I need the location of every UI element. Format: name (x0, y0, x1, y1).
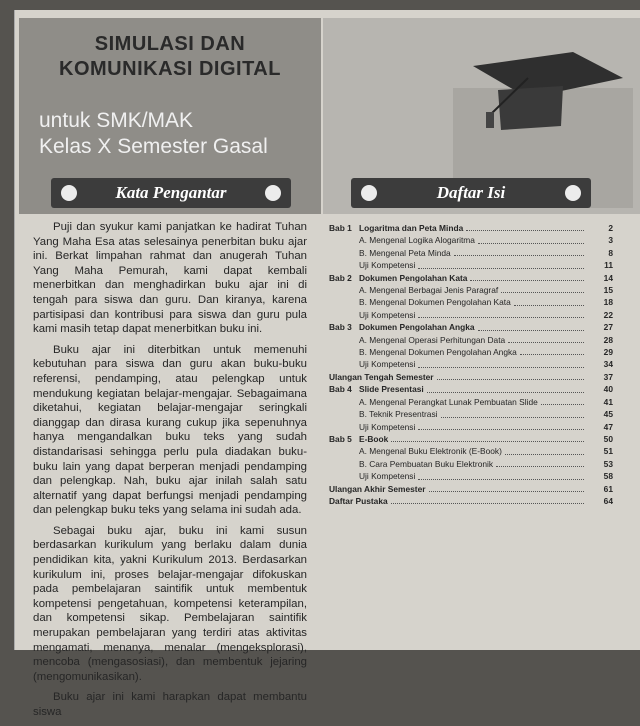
toc-entry-label (329, 445, 502, 457)
paragraph-text: Buku ajar ini diterbitkan untuk memenuhi kebutuhan para siswa dan guru akan buku-buku referensi, pendamping, atau pelengkap untuk mendukung kegiatan belajar-mengajar. Sebagaimana diketahui, kegiatan belajar-mengajar seringkali dianggap dan dirasa kurang cukup jika sepenuhnya hanya mengandalkan buku teks yang sudah distandarisasi sehingga perlu pula diadakan buku-buku lain yang dapat berperan menjadi pendamping dan pelengkap. Nah, buku ajar inilah salah satu alternatif yang dapat berfungsi menjadi pendamping dan pelengkap buku teks yang selama ini sudah ada. (33, 343, 307, 517)
kata-pengantar-banner (51, 178, 291, 208)
toc-page-number: 51 (603, 446, 613, 457)
toc-entry-text: Slide Presentasi (359, 384, 424, 395)
toc-leader-dots (429, 491, 584, 492)
toc-entry-text: Uji Kompetensi (359, 471, 416, 482)
toc-page-number: 58 (603, 471, 613, 482)
toc-entry-label (329, 458, 493, 470)
toc-entry (329, 358, 613, 370)
toc-entry-text: A. Mengenal Operasi Perhitungan Data (359, 334, 506, 345)
book-subtitle-line2: Kelas X Semester Gasal (39, 135, 268, 158)
toc-page-number: 8 (608, 247, 613, 258)
toc-leader-dots (541, 404, 584, 405)
toc-entry-text: B. Mengenal Dokumen Pengolahan Kata (359, 297, 511, 308)
banner-knob-left-icon (61, 185, 77, 201)
kata-pengantar-body (33, 220, 307, 726)
toc-leader-dots (501, 292, 584, 293)
toc-leader-dots (418, 429, 584, 430)
toc-entry (329, 222, 613, 234)
daftar-isi-heading: Daftar Isi (436, 183, 506, 202)
toc-page-number: 45 (603, 409, 613, 420)
toc-entry-text: Daftar Pustaka (329, 495, 388, 506)
toc-page-number: 3 (608, 235, 613, 246)
toc-page-number: 11 (604, 260, 613, 271)
toc-entry-text: Ulangan Tengah Semester (329, 371, 434, 382)
paragraph (33, 343, 307, 518)
toc-entry (329, 383, 613, 395)
toc-entry-label (329, 234, 475, 246)
toc-page-number: 22 (603, 309, 613, 320)
toc-entry-text: A. Mengenal Buku Elektronik (E-Book) (359, 446, 502, 457)
kata-pengantar-heading: Kata Pengantar (115, 183, 227, 202)
toc-entry-label (329, 346, 517, 358)
toc-entry-label (329, 284, 498, 296)
toc-leader-dots (496, 466, 584, 467)
toc-entry (329, 284, 613, 296)
toc-entry-text: Dokumen Pengolahan Angka (359, 322, 475, 333)
toc-entry-label (329, 259, 415, 271)
toc-entry-text: B. Cara Pembuatan Buku Elektronik (359, 458, 494, 469)
toc-page-number: 2 (608, 223, 613, 233)
toc-leader-dots (391, 503, 584, 504)
toc-entry-label (329, 433, 388, 445)
paragraph (33, 690, 307, 719)
book-title (19, 32, 321, 82)
toc-leader-dots (418, 317, 584, 318)
toc-entry-label (329, 408, 438, 420)
toc-page-number: 53 (603, 458, 613, 469)
toc-entry-label (329, 296, 511, 308)
toc-entry (329, 470, 613, 482)
book-page (14, 10, 640, 718)
toc-entry-text: Uji Kompetensi (359, 359, 416, 370)
toc-leader-dots (454, 255, 584, 256)
toc-entry (329, 259, 613, 271)
toc-page-number: 15 (603, 285, 613, 296)
banner-knob-right-icon (565, 185, 581, 201)
toc-page-number: 34 (603, 359, 613, 370)
toc-entry-text: Uji Kompetensi (359, 309, 416, 320)
toc-leader-dots (514, 305, 584, 306)
toc-leader-dots (391, 441, 584, 442)
toc-entry-label (329, 483, 426, 495)
toc-leader-dots (508, 342, 584, 343)
toc-entry (329, 321, 613, 333)
toc-entry (329, 272, 613, 284)
toc-page-number: 41 (603, 396, 613, 407)
toc-entry-label (329, 470, 415, 482)
paragraph (33, 220, 307, 337)
paragraph (33, 524, 307, 685)
toc-entry (329, 247, 613, 259)
toc-entry (329, 421, 613, 433)
toc-entry-label (329, 396, 538, 408)
toc-entry-text: B. Mengenal Dokumen Pengolahan Angka (359, 347, 517, 358)
toc-page-number: 47 (603, 421, 613, 432)
toc-entry-text: Uji Kompetensi (359, 421, 416, 432)
toc-chapter-number: Bab 1 (329, 223, 352, 233)
toc-entry-text: B. Mengenal Peta Minda (359, 247, 451, 258)
toc-page-number: 50 (603, 433, 613, 444)
toc-entry (329, 408, 613, 420)
daftar-isi-list (329, 222, 613, 507)
toc-entry-label (329, 421, 415, 433)
toc-leader-dots (437, 379, 584, 380)
toc-page-number: 29 (603, 347, 613, 358)
toc-entry-label (329, 309, 415, 321)
book-subtitle (39, 108, 268, 160)
toc-entry-text: Dokumen Pengolahan Kata (359, 272, 468, 283)
book-title-line2: KOMUNIKASI DIGITAL (59, 58, 281, 80)
toc-entry (329, 346, 613, 358)
toc-page-number: 27 (603, 322, 613, 333)
toc-entry-label (329, 334, 505, 346)
toc-entry-label (329, 247, 451, 259)
toc-page-number: 37 (603, 371, 613, 382)
book-title-line1: SIMULASI DAN (94, 33, 246, 55)
toc-leader-dots (520, 354, 584, 355)
toc-leader-dots (427, 392, 584, 393)
toc-leader-dots (418, 268, 584, 269)
toc-entry-text: A. Mengenal Perangkat Lunak Pembuatan Slide (359, 396, 538, 407)
book-subtitle-line1: untuk SMK/MAK (39, 109, 194, 132)
toc-entry-text: Ulangan Akhir Semester (329, 483, 426, 494)
toc-leader-dots (418, 367, 584, 368)
toc-page-number: 61 (603, 483, 613, 494)
paragraph-text: Puji dan syukur kami panjatkan ke hadirat Tuhan Yang Maha Esa atas selesainya penerbitan buku ajar ini. Berkat limpahan rahmat dan anugerah Tuhan Yang Maha Pemurah, kami dapat kembali menerbitkan dan menghadirkan buku ajar ini di tengah para siswa dan guru. Dan kiranya, karena partisipasi dan kontribusi para siswa dan guru pula kami masih tetap dapat menerbitkan buku ini. (33, 221, 307, 336)
toc-leader-dots (478, 330, 584, 331)
toc-chapter-number: Bab 4 (329, 384, 352, 395)
toc-entry-text: Logaritma dan Peta Minda (359, 223, 464, 233)
toc-entry-text: B. Teknik Presentrasi (359, 409, 438, 420)
toc-entry-label (329, 222, 463, 234)
toc-entry (329, 296, 613, 308)
toc-entry-text: A. Mengenal Berbagai Jenis Paragraf (359, 285, 499, 296)
toc-page-number: 14 (603, 272, 613, 283)
toc-page-number: 18 (603, 297, 613, 308)
toc-entry (329, 371, 613, 383)
toc-leader-dots (505, 454, 584, 455)
toc-leader-dots (478, 243, 584, 244)
toc-entry (329, 309, 613, 321)
paragraph-text: Buku ajar ini kami harapkan dapat membantu siswa (33, 691, 307, 718)
toc-entry-label (329, 321, 475, 333)
toc-entry (329, 458, 613, 470)
toc-chapter-number: Bab 5 (329, 433, 352, 444)
banner-knob-right-icon (265, 185, 281, 201)
toc-chapter-number: Bab 2 (329, 272, 352, 283)
toc-leader-dots (441, 417, 584, 418)
toc-chapter-number: Bab 3 (329, 322, 352, 333)
toc-entry-text: E-Book (359, 433, 389, 444)
banner-knob-left-icon (361, 185, 377, 201)
toc-entry-label (329, 358, 415, 370)
toc-entry-label (329, 272, 467, 284)
toc-page-number: 64 (603, 495, 613, 506)
toc-entry-text: A. Mengenal Logika Alogaritma (359, 235, 475, 246)
toc-entry-label (329, 371, 434, 383)
paragraph-text: Sebagai buku ajar, buku ini kami susun berdasarkan kurikulum yang berlaku dalam dunia pendidikan kita, yakni Kurikulum 2013. Berdasarkan kurikulum ini, proses belajar-mengajar difokuskan pada pembelajaran saintifik untuk membentuk kompetensi pengetahuan, kompetensi keterampilan, dan kompetensi sikap. Pembelajaran saintifik merupakan pembelajaran yang terdiri atas aktivitas mengamati, menanya, menalar (mengeksplorasi), mencoba (mengasosiasi), dan membentuk jejaring (mengomunikasikan). (33, 524, 307, 683)
toc-entry (329, 445, 613, 457)
toc-page-number: 40 (603, 384, 613, 395)
toc-entry (329, 433, 613, 445)
toc-entry-label (329, 495, 388, 507)
toc-page-number: 28 (603, 334, 613, 345)
toc-leader-dots (418, 479, 584, 480)
toc-entry-label (329, 383, 424, 395)
toc-entry (329, 483, 613, 495)
toc-entry (329, 396, 613, 408)
toc-leader-dots (466, 230, 584, 231)
toc-entry (329, 495, 613, 507)
toc-leader-dots (470, 280, 584, 281)
toc-entry (329, 334, 613, 346)
toc-entry (329, 234, 613, 246)
daftar-isi-banner (351, 178, 591, 208)
toc-entry-text: Uji Kompetensi (359, 260, 416, 271)
